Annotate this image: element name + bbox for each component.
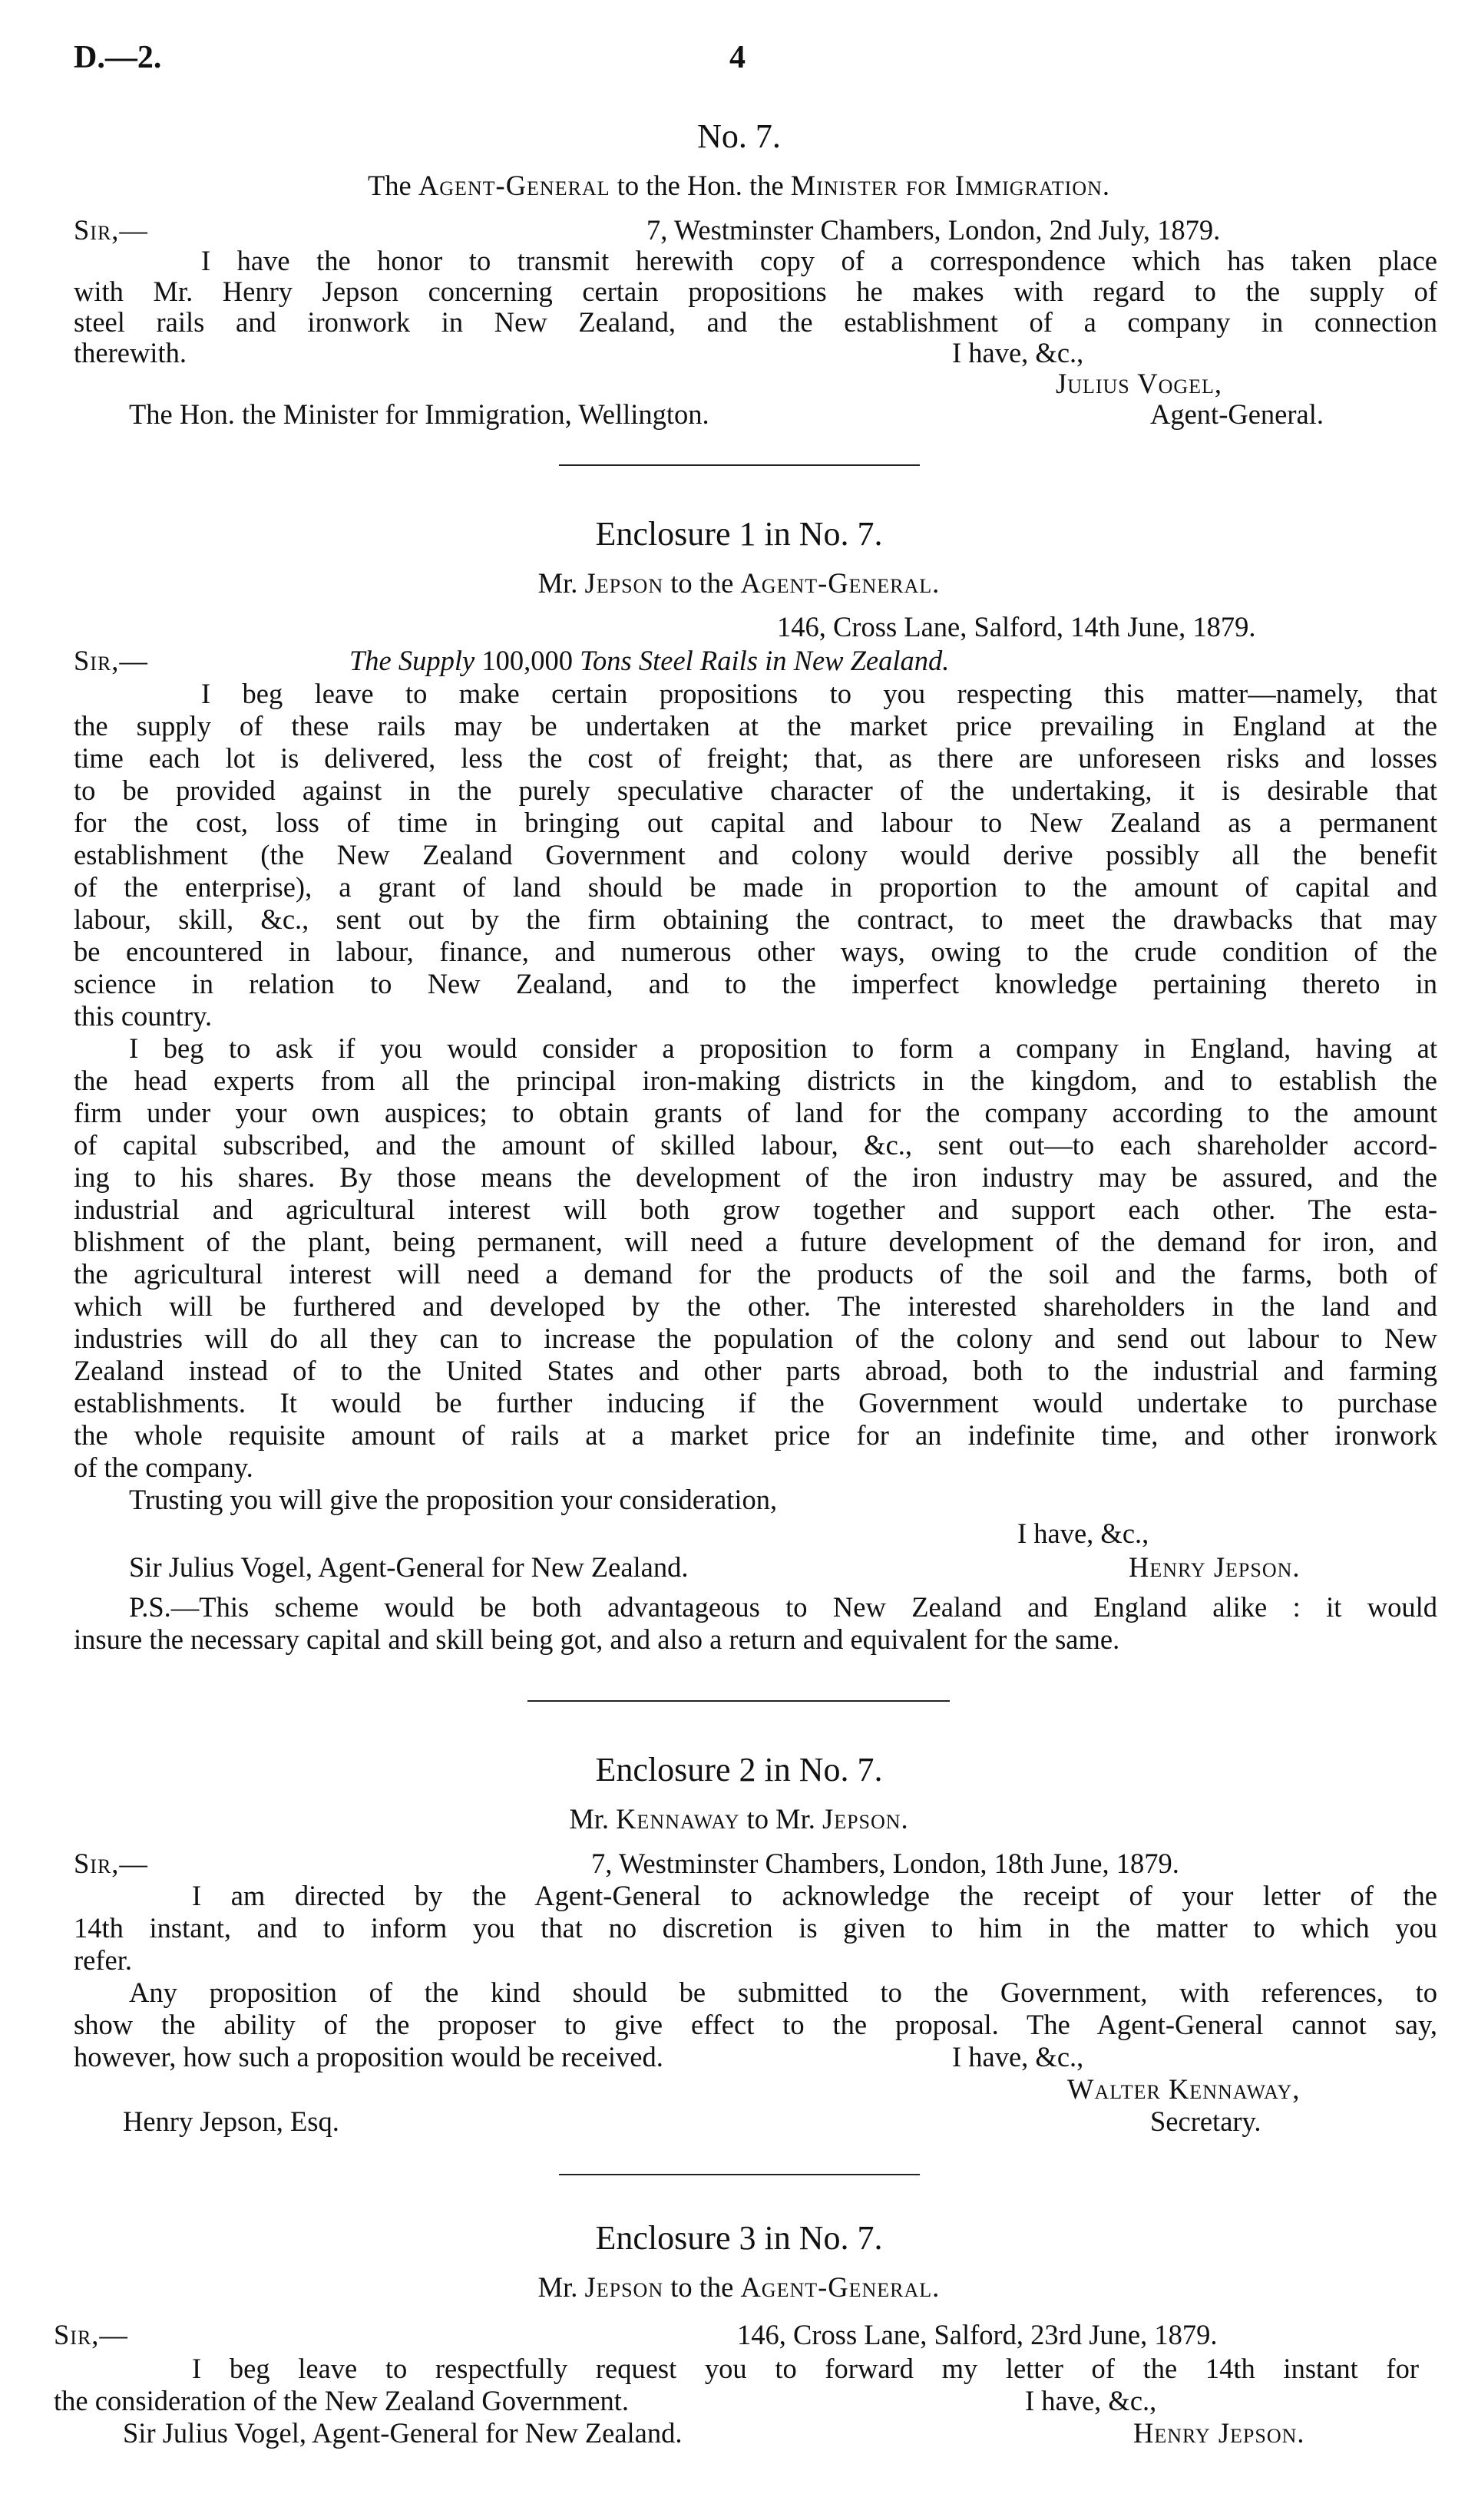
body-line: show the ability of the proposer to give effect to the proposal. The Agent-General cannot say, xyxy=(74,2009,1437,2040)
body-line: the supply of these rails may be undertaken at the market price prevailing in England at the xyxy=(74,710,1437,741)
body-line: steel rails and ironwork in New Zealand, and the establishment of a company in connection xyxy=(74,306,1437,338)
letter-subject: The Supply 100,000 Tons Steel Rails in New Zealand. xyxy=(349,645,950,676)
body-line: the head experts from all the principal iron-making districts in the kingdom, and to establish the xyxy=(74,1065,1437,1096)
body-line: of the company. xyxy=(74,1452,253,1483)
body-line: I beg leave to make certain propositions to you respecting this matter—namely, that xyxy=(201,678,1437,709)
letter-address: 7, Westminster Chambers, London, 2nd July, 1879. xyxy=(646,214,1221,246)
body-line: I beg leave to respectfully request you to forward my letter of the 14th instant for xyxy=(192,2353,1419,2384)
body-line: I beg to ask if you would consider a proposition to form a company in England, having at xyxy=(129,1032,1437,1064)
body-line: blishment of the plant, being permanent, will need a future development of the demand for iron, and xyxy=(74,1226,1437,1257)
section-divider xyxy=(559,2174,920,2175)
body-line: firm under your own auspices; to obtain grants of land for the company according to the amount xyxy=(74,1097,1437,1128)
addressee: Henry Jepson, Esq. xyxy=(123,2106,339,2137)
body-line: Any proposition of the kind should be submitted to the Government, with references, to xyxy=(129,1977,1437,2008)
enclosure-title: Enclosure 3 in No. 7. xyxy=(595,2219,883,2257)
body-line: with Mr. Henry Jepson concerning certain propositions he makes with regard to the supply of xyxy=(74,276,1437,307)
signature-title: Agent-General. xyxy=(1150,398,1324,430)
closing: I have, &c., xyxy=(1025,2385,1157,2416)
body-line: be encountered in labour, finance, and numerous other ways, owing to the crude condition of the xyxy=(74,936,1437,967)
section-divider xyxy=(527,1700,950,1702)
closing: I have, &c., xyxy=(952,2041,1084,2072)
body-line: of the enterprise), a grant of land should be made in proportion to the amount of capital and xyxy=(74,871,1437,903)
page-number: 4 xyxy=(729,40,746,75)
salutation: Sir,— xyxy=(74,645,148,676)
addressee: The Hon. the Minister for Immigration, Wellington. xyxy=(129,398,709,430)
enclosure-subtitle: Mr. Jepson to the Agent-General. xyxy=(537,567,941,599)
postscript-line: insure the necessary capital and skill being got, and also a return and equivalent for the same. xyxy=(74,1623,1120,1655)
signature: Walter Kennaway, xyxy=(1067,2073,1301,2105)
document-reference: D.—2. xyxy=(74,40,162,75)
body-line: ing to his shares. By those means the development of the iron industry may be assured, and the xyxy=(74,1161,1437,1193)
closing: I have, &c., xyxy=(1017,1518,1149,1549)
addressee: Sir Julius Vogel, Agent-General for New Zealand. xyxy=(123,2417,683,2449)
body-line: the whole requisite amount of rails at a market price for an indefinite time, and other ironwork xyxy=(74,1419,1437,1451)
salutation: Sir,— xyxy=(74,214,148,246)
enclosure-subtitle: Mr. Jepson to the Agent-General. xyxy=(537,2271,941,2303)
body-line: this country. xyxy=(74,1000,213,1032)
body-line: the agricultural interest will need a demand for the products of the soil and the farms, both of xyxy=(74,1258,1437,1290)
letter-subtitle: The Agent-General to the Hon. the Minister for Immigration. xyxy=(367,170,1111,201)
closing: I have, &c., xyxy=(952,337,1084,368)
body-line: science in relation to New Zealand, and to the imperfect knowledge pertaining thereto in xyxy=(74,968,1437,999)
body-line: refer. xyxy=(74,1944,132,1976)
body-line: time each lot is delivered, less the cost of freight; that, as there are unforeseen risks and losses xyxy=(74,742,1437,774)
signature-title: Secretary. xyxy=(1150,2106,1261,2137)
salutation: Sir,— xyxy=(74,1848,148,1879)
body-line: however, how such a proposition would be received. xyxy=(74,2041,663,2072)
postscript-line: P.S.—This scheme would be both advantageous to New Zealand and England alike : it would xyxy=(129,1591,1437,1623)
letter-address: 146, Cross Lane, Salford, 14th June, 1879. xyxy=(777,611,1256,642)
body-line: industrial and agricultural interest will both grow together and support each other. The esta- xyxy=(74,1194,1437,1225)
body-line: to be provided against in the purely speculative character of the undertaking, it is desirable that xyxy=(74,774,1437,806)
enclosure-title: Enclosure 2 in No. 7. xyxy=(595,1751,883,1788)
body-line: industries will do all they can to increase the population of the colony and send out labour to New xyxy=(74,1323,1437,1354)
letter-address: 7, Westminster Chambers, London, 18th June, 1879. xyxy=(591,1848,1179,1879)
body-line: Trusting you will give the proposition your consideration, xyxy=(129,1484,778,1515)
signature: Julius Vogel, xyxy=(1056,368,1223,399)
body-line: 14th instant, and to inform you that no discretion is given to him in the matter to which you xyxy=(74,1912,1437,1944)
signature: Henry Jepson. xyxy=(1129,1551,1301,1583)
salutation: Sir,— xyxy=(54,2319,128,2350)
body-line: I am directed by the Agent-General to acknowledge the receipt of your letter of the xyxy=(192,1880,1437,1911)
body-line: of capital subscribed, and the amount of skilled labour, &c., sent out—to each shareholder accord- xyxy=(74,1129,1437,1161)
addressee: Sir Julius Vogel, Agent-General for New Zealand. xyxy=(129,1551,689,1583)
body-line: therewith. xyxy=(74,337,187,368)
body-line: labour, skill, &c., sent out by the firm obtaining the contract, to meet the drawbacks that may xyxy=(74,903,1437,935)
enclosure-title: Enclosure 1 in No. 7. xyxy=(595,515,883,553)
body-line: Zealand instead of to the United States and other parts abroad, both to the industrial and farming xyxy=(74,1355,1437,1386)
body-line: establishment (the New Zealand Government and colony would derive possibly all the benefit xyxy=(74,839,1437,870)
body-line: the consideration of the New Zealand Government. xyxy=(54,2385,629,2416)
letter-address: 146, Cross Lane, Salford, 23rd June, 1879. xyxy=(737,2319,1218,2350)
body-line: for the cost, loss of time in bringing out capital and labour to New Zealand as a permanent xyxy=(74,807,1437,838)
letter-title: No. 7. xyxy=(697,117,781,155)
body-line: I have the honor to transmit herewith copy of a correspondence which has taken place xyxy=(201,245,1437,276)
body-line: which will be furthered and developed by the other. The interested shareholders in the land and xyxy=(74,1290,1437,1322)
body-line: establishments. It would be further inducing if the Government would undertake to purchase xyxy=(74,1387,1437,1419)
enclosure-subtitle: Mr. Kennaway to Mr. Jepson. xyxy=(569,1803,909,1835)
signature: Henry Jepson. xyxy=(1133,2417,1305,2449)
section-divider xyxy=(559,464,920,466)
